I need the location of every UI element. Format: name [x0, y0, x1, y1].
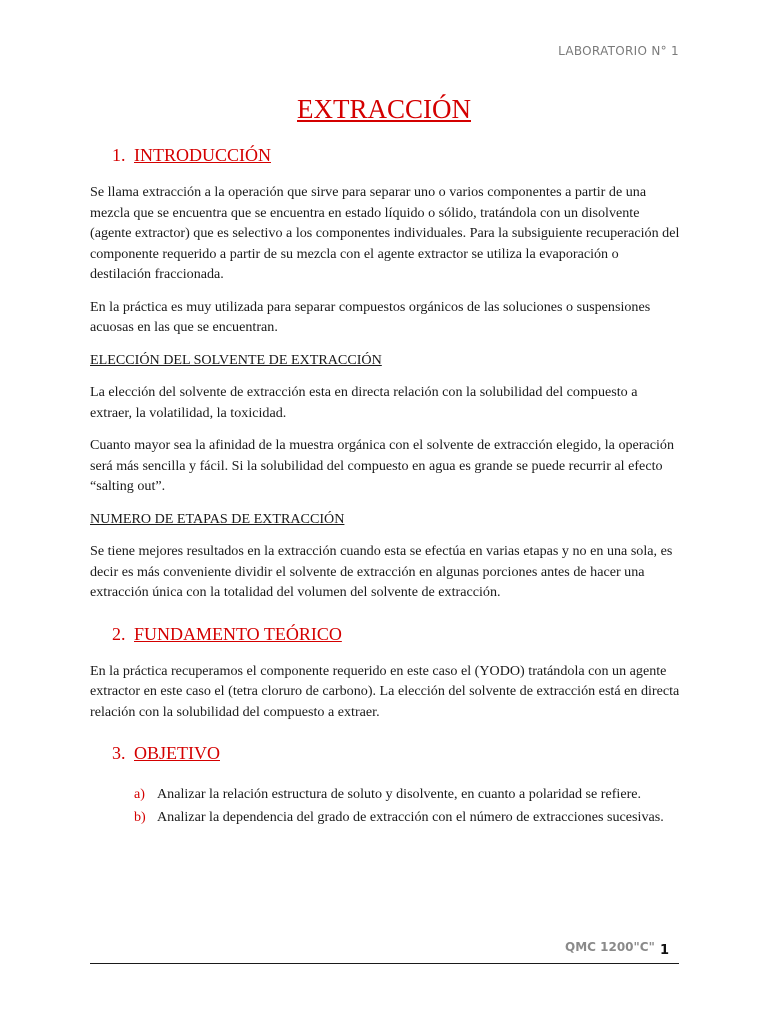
list-item [134, 784, 680, 805]
section-heading-objetivo [112, 740, 680, 766]
subsection-heading-eleccion-solvente: ELECCIÓN DEL SOLVENTE DE EXTRACCIÓN [90, 351, 382, 368]
section-title: FUNDAMENTO TEÓRICO [134, 623, 342, 644]
list-item-text: Analizar la dependencia del grado de extracción con el número de extracciones sucesivas. [157, 808, 664, 825]
subsection-heading-numero-etapas: NUMERO DE ETAPAS DE EXTRACCIÓN [90, 510, 345, 527]
paragraph: Se llama extracción a la operación que sirve para separar uno o varios componentes a partir de una mezcla que se encuentra que se encuentra en estado líquido o sólido, tratándola con un disolvente (agente extractor) que es selectivo a los componentes individuales. Para la subsiguiente recuperación del componente requerido a partir de su mezcla con el agente extractor se utiliza la evaporación o destilación fraccionada. [90, 184, 680, 282]
document-body [90, 142, 680, 829]
paragraph: La elección del solvente de extracción esta en directa relación con la solubilidad del compuesto a extraer, la volatilidad, la toxicidad. [90, 384, 638, 421]
paragraph: En la práctica es muy utilizada para separar compuestos orgánicos de las soluciones o suspensiones acuosas en las que se encuentran. [90, 298, 651, 335]
paragraph: Cuanto mayor sea la afinidad de la muestra orgánica con el solvente de extracción elegido, la operación será más sencilla y fácil. Si la solubilidad del compuesto en agua es grande se puede recurrir al efecto “salting out”. [90, 437, 675, 494]
footer-divider [90, 963, 679, 964]
list-marker: b) [134, 808, 146, 825]
list-item [134, 807, 680, 828]
paragraph: Se tiene mejores resultados en la extracción cuando esta se efectúa en varias etapas y no en una sola, es decir es más conveniente dividir el solvente de extracción en algunas porciones antes de hacer una extracción única con la totalidad del volumen del solvente de extracción. [90, 543, 673, 600]
list-marker: a) [134, 786, 145, 802]
section-number: 1. [112, 145, 126, 165]
list-item-text: Analizar la relación estructura de soluto y disolvente, en cuanto a polaridad se refiere. [157, 786, 642, 802]
section-title: INTRODUCCIÓN [134, 145, 271, 165]
footer-course-code: QMC 1200"C" [565, 940, 655, 954]
section-heading-introduccion [112, 142, 680, 168]
footer-page-number: 1 [660, 943, 670, 958]
section-heading-fundamento-teorico [112, 621, 680, 647]
objectives-list [134, 784, 680, 827]
document-title: EXTRACCIÓN [297, 94, 471, 124]
section-title: OBJETIVO [134, 743, 220, 763]
running-header: LABORATORIO N° 1 [558, 44, 679, 58]
paragraph: En la práctica recuperamos el componente requerido en este caso el (YODO) tratándola con un agente extractor en este caso el (tetra cloruro de carbono). La elección del solvente de extracción está en directa relación con la solubilidad del compuesto a extraer. [90, 662, 680, 720]
section-number: 2. [112, 623, 126, 644]
section-number: 3. [112, 743, 126, 763]
